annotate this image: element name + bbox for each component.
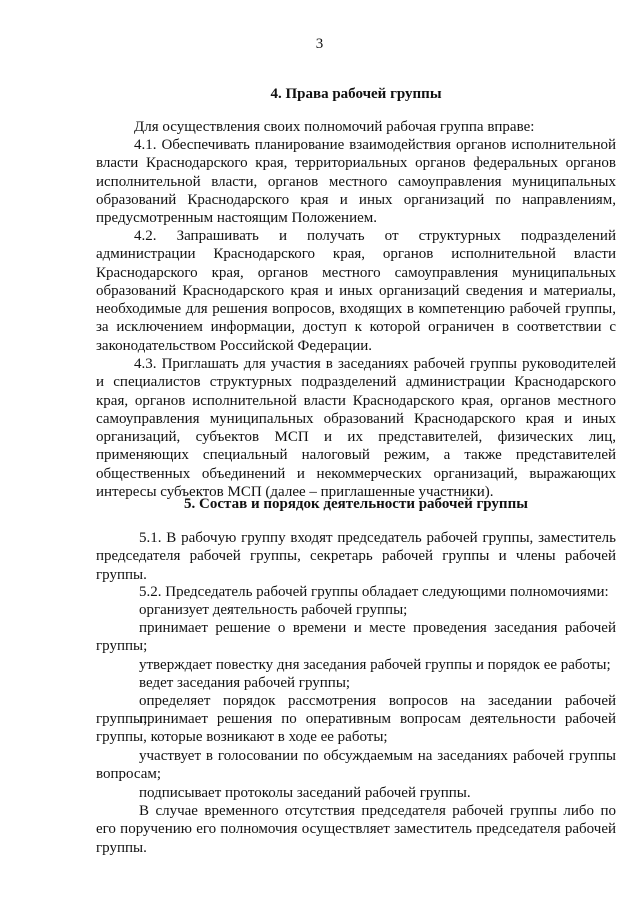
chairman-duty: определяет порядок рассмотрения вопросов на заседании рабочей группы; [96, 693, 616, 728]
section-4-item-1: 4.1. Обеспечивать планирование взаимодействия органов исполнительной власти Краснодарского края, территориальных органов федеральных органов исполнительной власти, органов местного самоуправления муниципальных образований Краснодарского края и иных организаций по направлениям, предусмотренным настоящим Положением. [96, 137, 616, 227]
section-4-item-3: 4.3. Приглашать для участия в заседаниях рабочей группы руководителей и специалистов структурных подразделений администрации Краснодарского края, органов исполнительной власти Краснодарского края, органов местного самоуправления муниципальных образований Краснодарского края и иных организаций, субъектов МСП и их представителей, физических лиц, применяющих специальный налоговый режим, а также представителей общественных объединений и некоммерческих организаций, выражающих интересы субъектов МСП (далее – приглашенные участники). [96, 356, 616, 501]
chairman-duty: организует деятельность рабочей группы; [139, 602, 408, 618]
section-5-para-1: 5.1. В рабочую группу входят председатель рабочей группы, заместитель председателя рабочей группы, секретарь рабочей группы и члены рабочей группы. [96, 530, 616, 583]
section-5-para-3: В случае временного отсутствия председателя рабочей группы либо по его поручению его полномочия осуществляет заместитель председателя рабочей группы. [96, 803, 616, 856]
section-4-title: 4. Права рабочей группы [270, 86, 442, 102]
chairman-duty: принимает решение о времени и месте проведения заседания рабочей группы; [96, 620, 616, 655]
section-4-intro: Для осуществления своих полномочий рабочая группа вправе: [134, 119, 535, 135]
section-5-para-2: 5.2. Председатель рабочей группы обладает следующими полномочиями: [139, 584, 609, 600]
chairman-duty: утверждает повестку дня заседания рабочей группы и порядок ее работы; [139, 657, 611, 673]
section-4-item-2: 4.2. Запрашивать и получать от структурных подразделений администрации Краснодарского края, органов исполнительной власти Краснодарского края, органов местного самоуправления муниципальных образований Краснодарского края и иных организаций сведения и материалы, необходимые для решения вопросов, входящих в компетенцию рабочей группы, за исключением информации, доступ к которой ограничен в соответствии с законодательством Российской Федерации. [96, 228, 616, 354]
chairman-duty: ведет заседания рабочей группы; [139, 675, 351, 691]
section-5-title: 5. Состав и порядок деятельности рабочей группы [184, 496, 528, 512]
page-number: 3 [315, 36, 324, 52]
chairman-duty: принимает решения по оперативным вопросам деятельности рабочей группы, которые возникают в ходе ее работы; [96, 711, 616, 746]
chairman-duty: подписывает протоколы заседаний рабочей группы. [139, 785, 471, 801]
chairman-duty: участвует в голосовании по обсуждаемым на заседаниях рабочей группы вопросам; [96, 748, 616, 783]
